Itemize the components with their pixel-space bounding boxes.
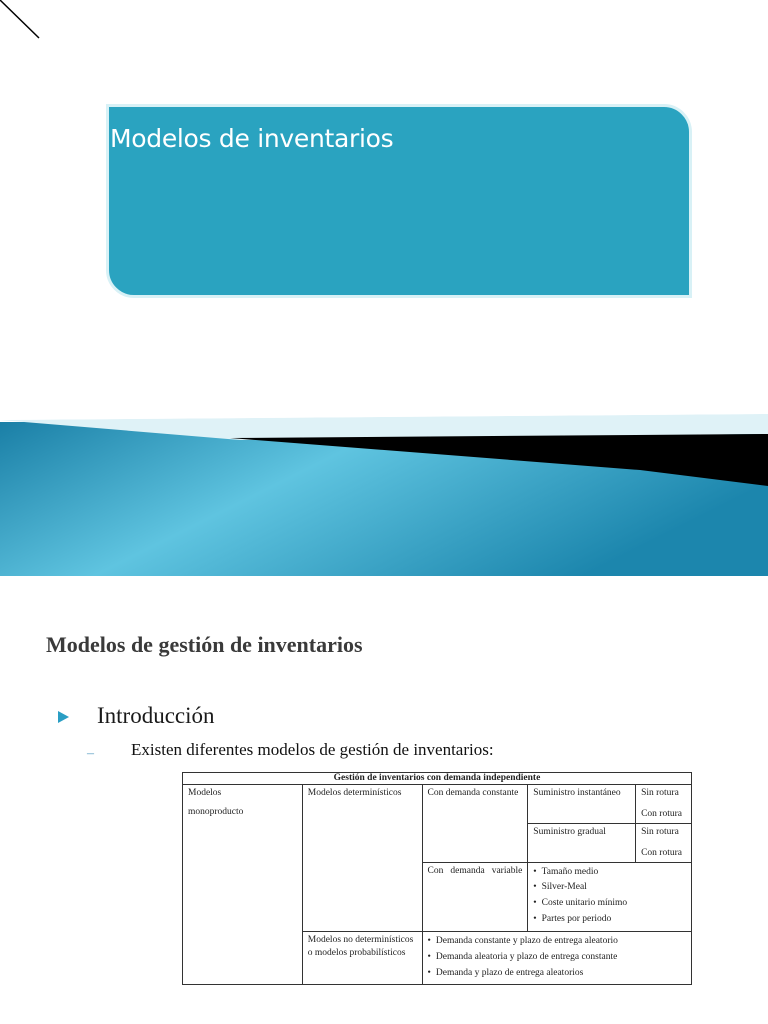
instant-supply-cell: Suministro instantáneo (528, 785, 636, 824)
corner-diagonal-line (0, 0, 60, 60)
probabilistic-cell: Modelos no determinísticos o modelos probabilísticos (302, 931, 422, 984)
dash-bullet-icon: – (87, 746, 94, 761)
no-stockout-label: Sin rotura (641, 827, 679, 838)
table-header: Gestión de inventarios con demanda independiente (183, 773, 692, 785)
decorative-wave-band (0, 412, 768, 576)
with-stockout-label: Con rotura (641, 847, 682, 858)
probabilistic-methods-cell (422, 931, 691, 984)
list-item: • Coste unitario mínimo (533, 897, 686, 910)
bullet-introduccion: Introducción (97, 703, 215, 728)
variable-methods-cell (528, 862, 692, 931)
list-item: • Tamaño medio (533, 866, 686, 879)
with-stockout-label: Con rotura (641, 809, 682, 820)
list-item: • Demanda aleatoria y plazo de entrega constante (428, 951, 686, 964)
no-stockout-label: Sin rotura (641, 788, 679, 799)
slide-heading: Modelos de gestión de inventarios (46, 632, 363, 657)
inventory-models-table (182, 772, 692, 985)
variable-demand-cell: Con demanda variable (422, 862, 528, 931)
gradual-stockout-cell (636, 824, 692, 863)
constant-demand-cell: Con demanda constante (422, 785, 528, 862)
list-item: • Silver-Meal (533, 881, 686, 894)
gradual-supply-cell: Suministro gradual (528, 824, 636, 863)
monoproducto-line2: monoproducto (188, 807, 244, 818)
sub-bullet-text: Existen diferentes modelos de gestión de inventarios: (131, 740, 494, 759)
list-item: • Demanda constante y plazo de entrega aleatorio (428, 935, 686, 948)
instant-stockout-cell (636, 785, 692, 824)
deterministic-cell: Modelos determinísticos (302, 785, 422, 932)
table-row (183, 773, 692, 785)
triangle-bullet-icon (58, 711, 69, 723)
monoproducto-line1: Modelos (188, 788, 222, 799)
slide-title: Modelos de inventarios (110, 124, 394, 153)
content-slide (0, 576, 768, 1024)
list-item: • Demanda y plazo de entrega aleatorios (428, 967, 686, 980)
monoproducto-cell (183, 785, 303, 985)
list-item: • Partes por periodo (533, 913, 686, 926)
